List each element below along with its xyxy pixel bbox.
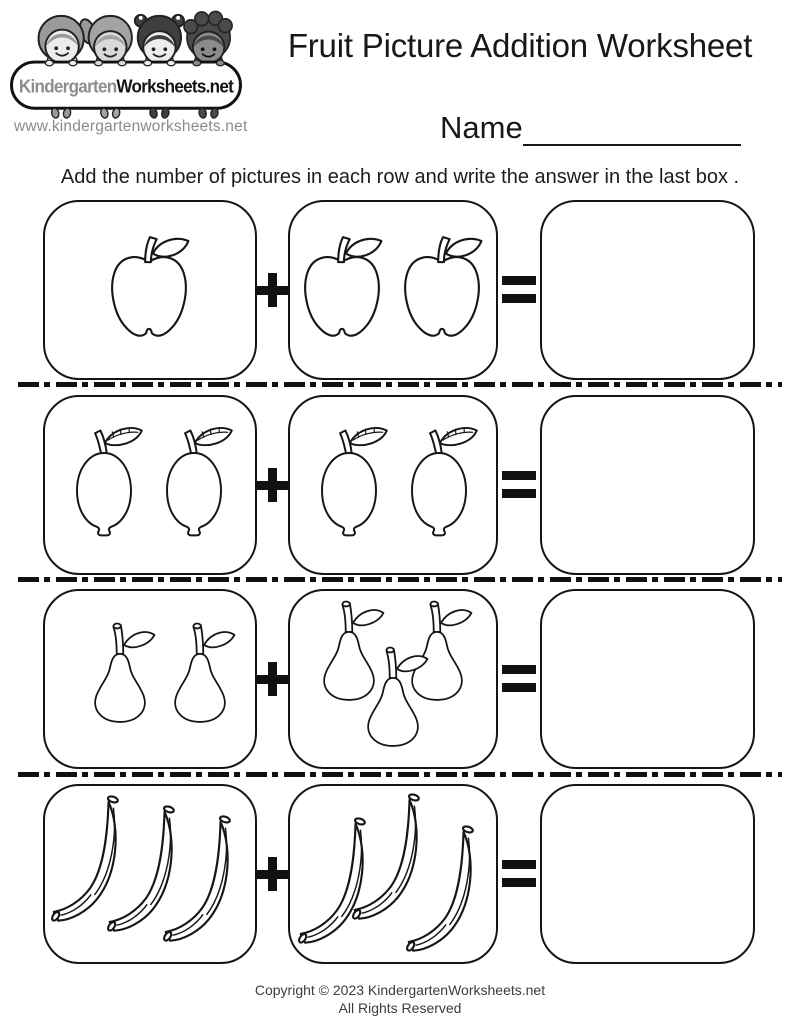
banana-icon (157, 812, 254, 950)
logo-wordmark: KindergartenWorksheets.net (18, 75, 244, 97)
footer-copyright: Copyright © 2023 KindergartenWorksheets.net (254, 982, 546, 998)
answer-box[interactable] (540, 784, 755, 964)
lemon-icon (59, 417, 149, 543)
equation-row-lemon (0, 395, 800, 575)
addend-box-1 (43, 200, 257, 380)
instructions-text: Add the number of pictures in each row and write the answer in the last box . (60, 166, 740, 188)
banana-icon (400, 822, 497, 960)
name-label: Name (440, 110, 523, 145)
addend-box-1 (43, 784, 257, 964)
apple-icon (394, 230, 490, 348)
addend-box-1 (43, 395, 257, 575)
addend-box-2 (288, 395, 498, 575)
equation-row-apple (0, 200, 800, 380)
pear-icon (159, 615, 241, 737)
name-input-line[interactable] (523, 108, 741, 146)
equals-sign (502, 665, 536, 692)
equation-row-pear (0, 589, 800, 769)
row-separator (18, 772, 782, 777)
equals-sign (502, 860, 536, 887)
pear-icon (79, 615, 161, 737)
equals-sign (502, 276, 536, 303)
equals-sign (502, 471, 536, 498)
apple-icon (294, 230, 390, 348)
lemon-icon (394, 417, 484, 543)
addend-box-1 (43, 589, 257, 769)
addend-box-2 (288, 589, 498, 769)
plus-sign (255, 468, 289, 502)
plus-sign (255, 857, 289, 891)
addend-box-2 (288, 200, 498, 380)
answer-box[interactable] (540, 200, 755, 380)
row-separator (18, 577, 782, 582)
answer-box[interactable] (540, 395, 755, 575)
lemon-icon (149, 417, 239, 543)
footer-rights: All Rights Reserved (338, 1000, 462, 1016)
name-field (440, 108, 741, 146)
logo-kids-illustration (8, 8, 244, 122)
plus-sign (255, 662, 289, 696)
plus-sign (255, 273, 289, 307)
apple-icon (101, 230, 197, 348)
lemon-icon (304, 417, 394, 543)
page-title: Fruit Picture Addition Worksheet (287, 27, 753, 64)
row-separator (18, 382, 782, 387)
answer-box[interactable] (540, 589, 755, 769)
equation-row-banana (0, 784, 800, 964)
addend-box-2 (288, 784, 498, 964)
logo (8, 8, 244, 122)
website-url: www.kindergartenworksheets.net (14, 118, 248, 135)
pear-icon (352, 639, 434, 761)
